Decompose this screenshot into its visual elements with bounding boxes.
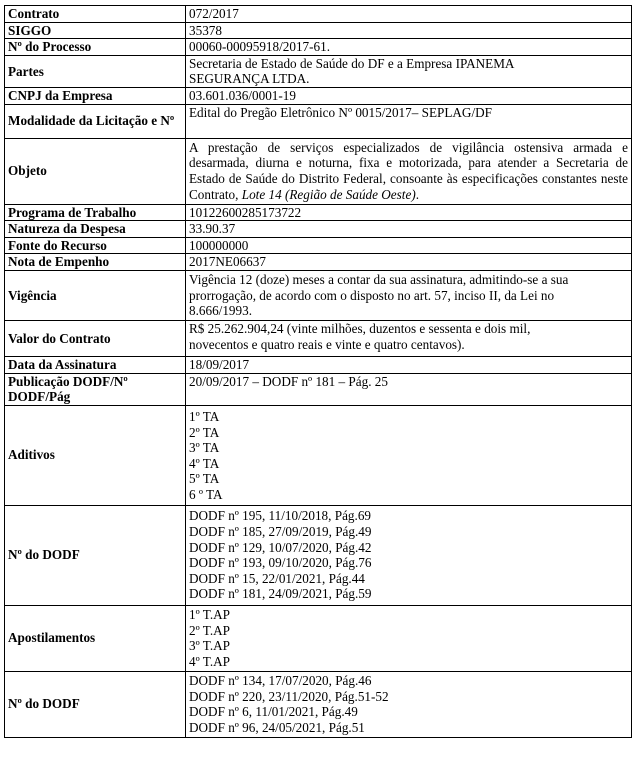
publicacao-label-line: Publicação DODF/Nº xyxy=(8,373,128,389)
label-valor: Valor do Contrato xyxy=(5,320,186,356)
dodf-item: DODF nº 195, 11/10/2018, Pág.69 xyxy=(189,508,372,524)
dodf-item: DODF nº 15, 22/01/2021, Pág.44 xyxy=(189,570,365,586)
value-programa: 10122600285173722 xyxy=(186,204,632,221)
row-empenho xyxy=(5,254,632,271)
vigencia-line: prorrogação, de acordo com o disposto no art. 57, inciso II, da Lei no xyxy=(189,287,555,303)
value-processo: 00060-00095918/2017-61. xyxy=(186,39,632,56)
label-apostilamentos: Apostilamentos xyxy=(5,605,186,671)
value-modalidade: Edital do Pregão Eletrônico Nº 0015/2017– SEPLAG/DF xyxy=(186,104,632,138)
label-natureza: Natureza da Despesa xyxy=(5,221,186,238)
dodf-item: DODF nº 6, 11/01/2021, Pág.49 xyxy=(189,704,358,720)
publicacao-label-line: DODF/Pág xyxy=(8,389,71,405)
label-programa: Programa de Trabalho xyxy=(5,204,186,221)
value-apostilamentos xyxy=(186,605,632,671)
objeto-lote: Lote 14 (Região de Saúde Oeste) xyxy=(241,186,416,202)
value-aditivos xyxy=(186,405,632,505)
value-fonte: 100000000 xyxy=(186,237,632,254)
dodf-item: DODF nº 134, 17/07/2020, Pág.46 xyxy=(189,673,372,689)
row-programa xyxy=(5,204,632,221)
aditivo-item: 6 º TA xyxy=(189,486,223,502)
label-empenho: Nota de Empenho xyxy=(5,254,186,271)
dodf-item: DODF nº 185, 27/09/2019, Pág.49 xyxy=(189,524,372,540)
value-valor xyxy=(186,320,632,356)
dodf-item: DODF nº 220, 23/11/2020, Pág.51-52 xyxy=(189,688,389,704)
row-modalidade xyxy=(5,104,632,138)
row-processo xyxy=(5,39,632,56)
row-natureza xyxy=(5,221,632,238)
apostilamento-item: 1º T.AP xyxy=(189,607,230,623)
row-apostilamentos xyxy=(5,605,632,671)
value-objeto xyxy=(186,138,632,204)
value-partes xyxy=(186,55,632,87)
row-siggo xyxy=(5,22,632,39)
row-cnpj xyxy=(5,87,632,104)
row-publicacao xyxy=(5,373,632,405)
aditivo-item: 5º TA xyxy=(189,471,220,487)
value-assinatura: 18/09/2017 xyxy=(186,356,632,373)
partes-line: Secretaria de Estado de Saúde do DF e a Empresa IPANEMA xyxy=(189,55,515,71)
row-dodf-aditivos xyxy=(5,505,632,605)
label-modalidade: Modalidade da Licitação e Nº xyxy=(5,104,186,138)
dodf-item: DODF nº 129, 10/07/2020, Pág.42 xyxy=(189,539,372,555)
row-valor xyxy=(5,320,632,356)
value-natureza: 33.90.37 xyxy=(186,221,632,238)
label-aditivos: Aditivos xyxy=(5,405,186,505)
dodf-item: DODF nº 181, 24/09/2021, Pág.59 xyxy=(189,586,372,602)
value-vigencia xyxy=(186,270,632,320)
row-objeto xyxy=(5,138,632,204)
row-contrato xyxy=(5,6,632,23)
value-cnpj: 03.601.036/0001-19 xyxy=(186,87,632,104)
valor-line: novecentos e quatro reais e vinte e quatro centavos). xyxy=(189,336,465,352)
objeto-end: . xyxy=(415,186,420,202)
row-dodf-apostilamentos xyxy=(5,671,632,737)
value-publicacao: 20/09/2017 – DODF nº 181 – Pág. 25 xyxy=(186,373,632,405)
apostilamento-item: 2º T.AP xyxy=(189,622,230,638)
apostilamento-item: 3º T.AP xyxy=(189,638,230,654)
value-siggo: 35378 xyxy=(186,22,632,39)
row-fonte xyxy=(5,237,632,254)
dodf-item: DODF nº 96, 24/05/2021, Pág.51 xyxy=(189,719,365,735)
vigencia-line: 8.666/1993. xyxy=(189,303,253,319)
contract-table xyxy=(4,5,632,738)
value-dodf-aditivos xyxy=(186,505,632,605)
row-aditivos xyxy=(5,405,632,505)
label-vigencia: Vigência xyxy=(5,270,186,320)
label-dodf-aditivos: Nº do DODF xyxy=(5,505,186,605)
vigencia-line: Vigência 12 (doze) meses a contar da sua assinatura, admitindo-se a sua xyxy=(189,272,569,288)
objeto-text: A prestação de serviços especializados de vigilância ostensiva armada e desarmada, diurna e noturna, fixa e motorizada, para atender a Secretaria de Estado de Saúde do Distrito Federal, consoante às especificações constantes neste Contrato, xyxy=(189,139,628,202)
value-dodf-apostilamentos xyxy=(186,671,632,737)
aditivo-item: 4º TA xyxy=(189,455,220,471)
label-partes: Partes xyxy=(5,55,186,87)
label-contrato: Contrato xyxy=(5,6,186,23)
label-publicacao xyxy=(5,373,186,405)
apostilamento-item: 4º T.AP xyxy=(189,653,230,669)
row-assinatura xyxy=(5,356,632,373)
partes-line: SEGURANÇA LTDA. xyxy=(189,71,310,87)
dodf-item: DODF nº 193, 09/10/2020, Pág.76 xyxy=(189,555,372,571)
label-siggo: SIGGO xyxy=(5,22,186,39)
label-objeto: Objeto xyxy=(5,138,186,204)
aditivo-item: 3º TA xyxy=(189,440,220,456)
label-cnpj: CNPJ da Empresa xyxy=(5,87,186,104)
label-processo: Nº do Processo xyxy=(5,39,186,56)
row-vigencia xyxy=(5,270,632,320)
label-dodf-apostilamentos: Nº do DODF xyxy=(5,671,186,737)
label-fonte: Fonte do Recurso xyxy=(5,237,186,254)
value-contrato: 072/2017 xyxy=(186,6,632,23)
aditivo-item: 2º TA xyxy=(189,424,220,440)
label-assinatura: Data da Assinatura xyxy=(5,356,186,373)
aditivo-item: 1º TA xyxy=(189,408,220,424)
value-empenho: 2017NE06637 xyxy=(186,254,632,271)
row-partes xyxy=(5,55,632,87)
valor-line: R$ 25.262.904,24 (vinte milhões, duzentos e sessenta e dois mil, xyxy=(189,320,531,336)
